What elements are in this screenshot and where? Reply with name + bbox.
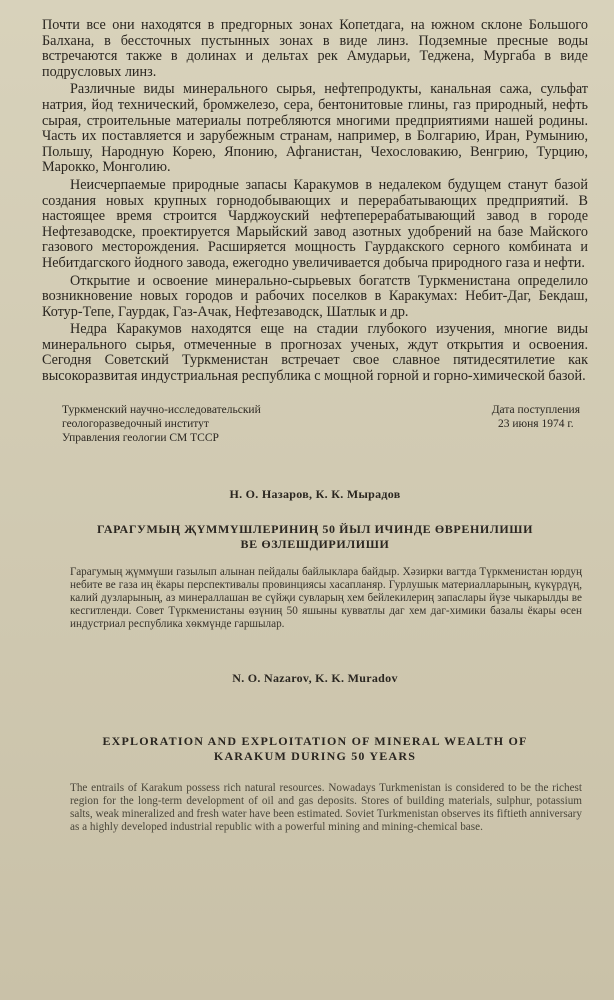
english-title-line: KARAKUM DURING 50 YEARS xyxy=(213,748,417,763)
received-date: 23 июня 1974 г. xyxy=(498,417,574,430)
body-paragraph: Различные виды минерального сырья, нефтепродукты, канальная сажа, сульфат натрия, йод технический, бромжелезо, сера, бентонитовые глины, газ природный, нефть сырая, строительные материалы потребляются многими предприятиями нашей родины. Часть их поставляется и зарубежным странам, например, в Болгарию, Иран, Румынию, Польшу, Народную Корею, Японию, Афганистан, Чехословакию, Венгрию, Турцию, Марокко, Монголию. xyxy=(42,81,588,176)
turkmen-abstract: Гарагумың җүммүши газылып алынан пейдалы байлыклара байдыр. Хәзирки вагтда Түркменистан юрдуң небите ве газа иң ёкары перспективалы провинциясы хасапланяр. Гурлушык материалларының, күкүрдүң, калий дузларының, аз минераллашан ве сүйҗи сувларың хем бейлекилериң запаслары йүзе чыкарылды ве кесгитленди. Совет Түркменистаны өзүниң 50 яшыны кувватлы даг хем даг-химики базалы ёкары өсен индустриал республика хөкмүнде гаршылар. xyxy=(70,565,582,630)
institute-affiliation xyxy=(42,403,261,445)
english-authors: N. O. Nazarov, K. K. Muradov xyxy=(232,670,398,685)
body-paragraph: Неисчерпаемые природные запасы Каракумов в недалеком будущем станут базой создания новых крупных горнодобывающих и перерабатывающих предприятий. В настоящее время строится Чарджоуский нефтеперерабатывающий завод в городе Нефтезаводске, проектируется Марыйский завод азотных удобрений на базе Майского газового месторождения. Расширяется мощность Гаурдакского серного комбината и Небитдагского йодного завода, ежегодно увеличивается добыча природного газа и нефти. xyxy=(42,176,588,271)
institute-line: Управления геологии СМ ТССР xyxy=(62,431,219,444)
english-abstract: The entrails of Karakum possess rich natural resources. Nowadays Turkmenistan is considered to be the richest region for the long-term development of oil and gas deposits. Stores of building materials, sulphur, potassium salts, weak mineralized and fresh water have been estimated. Soviet Turkmenistan observes its fiftieth anniversary as a highly developed industrial republic with a powerful mining and mining-chemical base. xyxy=(70,781,582,833)
turkmen-authors: Н. О. Назаров, К. К. Мырадов xyxy=(229,486,401,501)
received-label: Дата поступления xyxy=(491,403,580,416)
article-body xyxy=(42,18,588,385)
turkmen-title-line: ВЕ ӨЗЛЕШДИРИЛИШИ xyxy=(240,536,390,551)
turkmen-title-line: ГАРАГУМЫҢ ҖҮММҮШЛЕРИНИҢ 50 ЙЫЛ ИЧИНДЕ ӨВРЕНИЛИШИ xyxy=(96,521,534,536)
body-paragraph: Почти все они находятся в предгорных зонах Копетдага, на южном склоне Большого Балхана, в бессточных пустынных зонах в виде линз. Подземные пресные воды встречаются также в долинах и дельтах рек Амударьи, Теджена, Мургаба в виде подрусловых линз. xyxy=(42,17,588,80)
body-paragraph: Недра Каракумов находятся еще на стадии глубокого изучения, многие виды минерального сырья, отмеченные в прогнозах ученых, ждут открытия и освоения. Сегодня Советский Туркменистан встречает свое славное пятидесятилетие как высокоразвитая индустриальная республика с мощной горной и горно-химической базой. xyxy=(42,321,588,385)
received-date-block xyxy=(492,403,588,445)
institute-line: Туркменский научно-исследовательский xyxy=(62,403,261,416)
article-footer xyxy=(42,403,588,445)
english-title-line: EXPLORATION AND EXPLOITATION OF MINERAL WEALTH OF xyxy=(102,733,528,748)
body-paragraph: Открытие и освоение минерально-сырьевых богатств Туркменистана определило возникновение новых городов и рабочих поселков в Каракумах: Небит-Даг, Бекдаш, Котур-Тепе, Гаурдак, Газ-Ачак, Нефтезаводск, Шатлык и др. xyxy=(42,272,588,320)
institute-line: геологоразведочный институт xyxy=(62,417,209,430)
english-title xyxy=(42,734,588,764)
turkmen-title xyxy=(42,522,588,552)
